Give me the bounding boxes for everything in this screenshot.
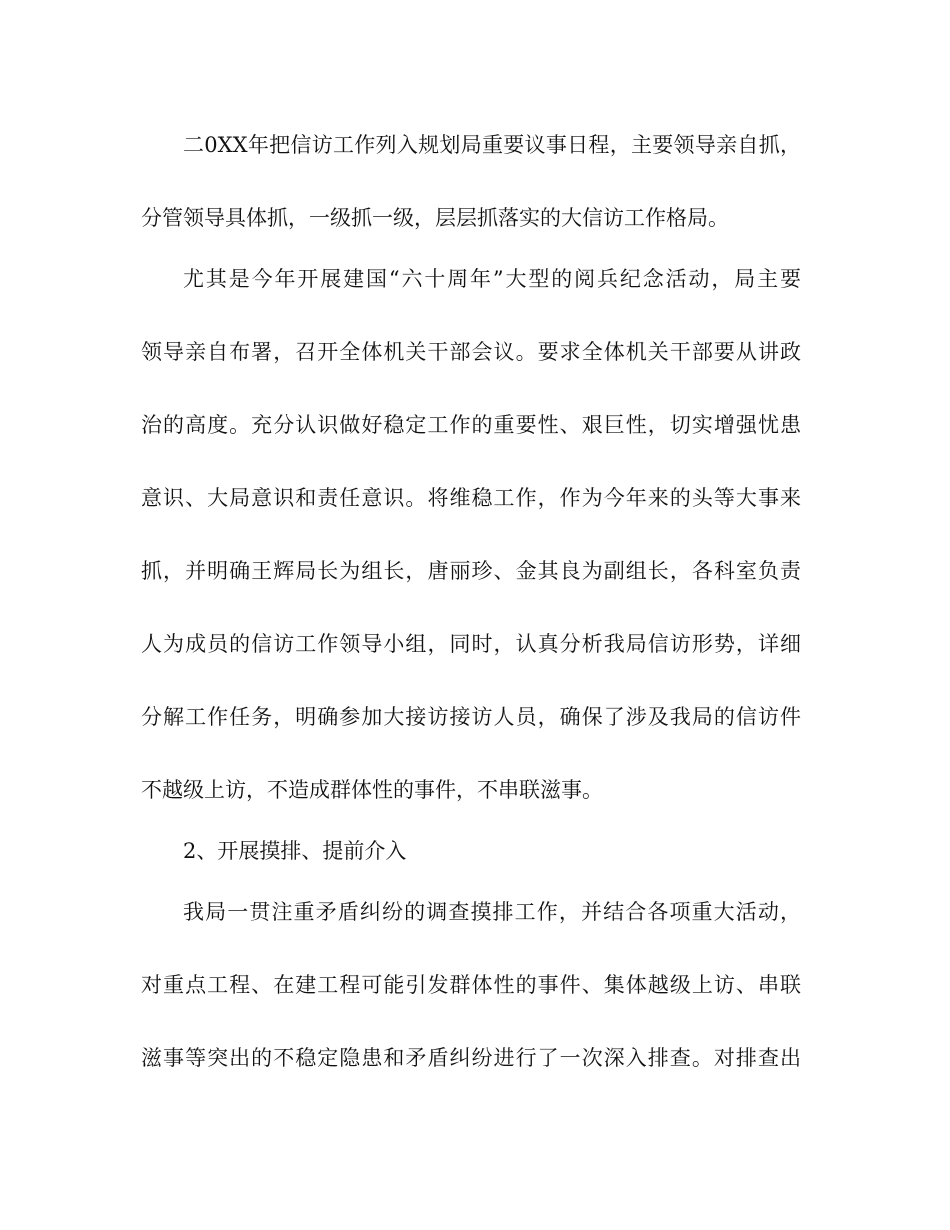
section-heading: 2、开展摸排、提前介入 (183, 839, 407, 863)
paragraph-line-13: 对重点工程、在建工程可能引发群体性的事件、集体越级上访、串联 (141, 973, 801, 997)
paragraph-line-5: 治的高度。充分认识做好稳定工作的重要性、艰巨性，切实增强忧患 (141, 413, 801, 437)
paragraph-line-6: 意识、大局意识和责任意识。将维稳工作，作为今年来的头等大事来 (141, 486, 801, 510)
paragraph-line-3: 尤其是今年开展建国“六十周年”大型的阅兵纪念活动，局主要 (183, 267, 801, 291)
paragraph-line-7: 抓，并明确王辉局长为组长，唐丽珍、金其良为副组长，各科室负责 (141, 559, 801, 583)
paragraph-line-9: 分解工作任务，明确参加大接访接访人员，确保了涉及我局的信访件 (141, 705, 801, 729)
paragraph-line-14: 滋事等突出的不稳定隐患和矛盾纠纷进行了一次深入排查。对排查出 (141, 1046, 801, 1070)
paragraph-line-12: 我局一贯注重矛盾纠纷的调查摸排工作，并结合各项重大活动， (183, 900, 801, 924)
paragraph-line-8: 人为成员的信访工作领导小组，同时，认真分析我局信访形势，详细 (141, 632, 801, 656)
paragraph-line-1: 二0XX年把信访工作列入规划局重要议事日程，主要领导亲自抓， (183, 133, 801, 157)
paragraph-line-2: 分管领导具体抓，一级抓一级，层层抓落实的大信访工作格局。 (141, 206, 729, 230)
paragraph-line-10: 不越级上访，不造成群体性的事件，不串联滋事。 (141, 778, 603, 802)
paragraph-line-4: 领导亲自布署，召开全体机关干部会议。要求全体机关干部要从讲政 (141, 340, 801, 364)
